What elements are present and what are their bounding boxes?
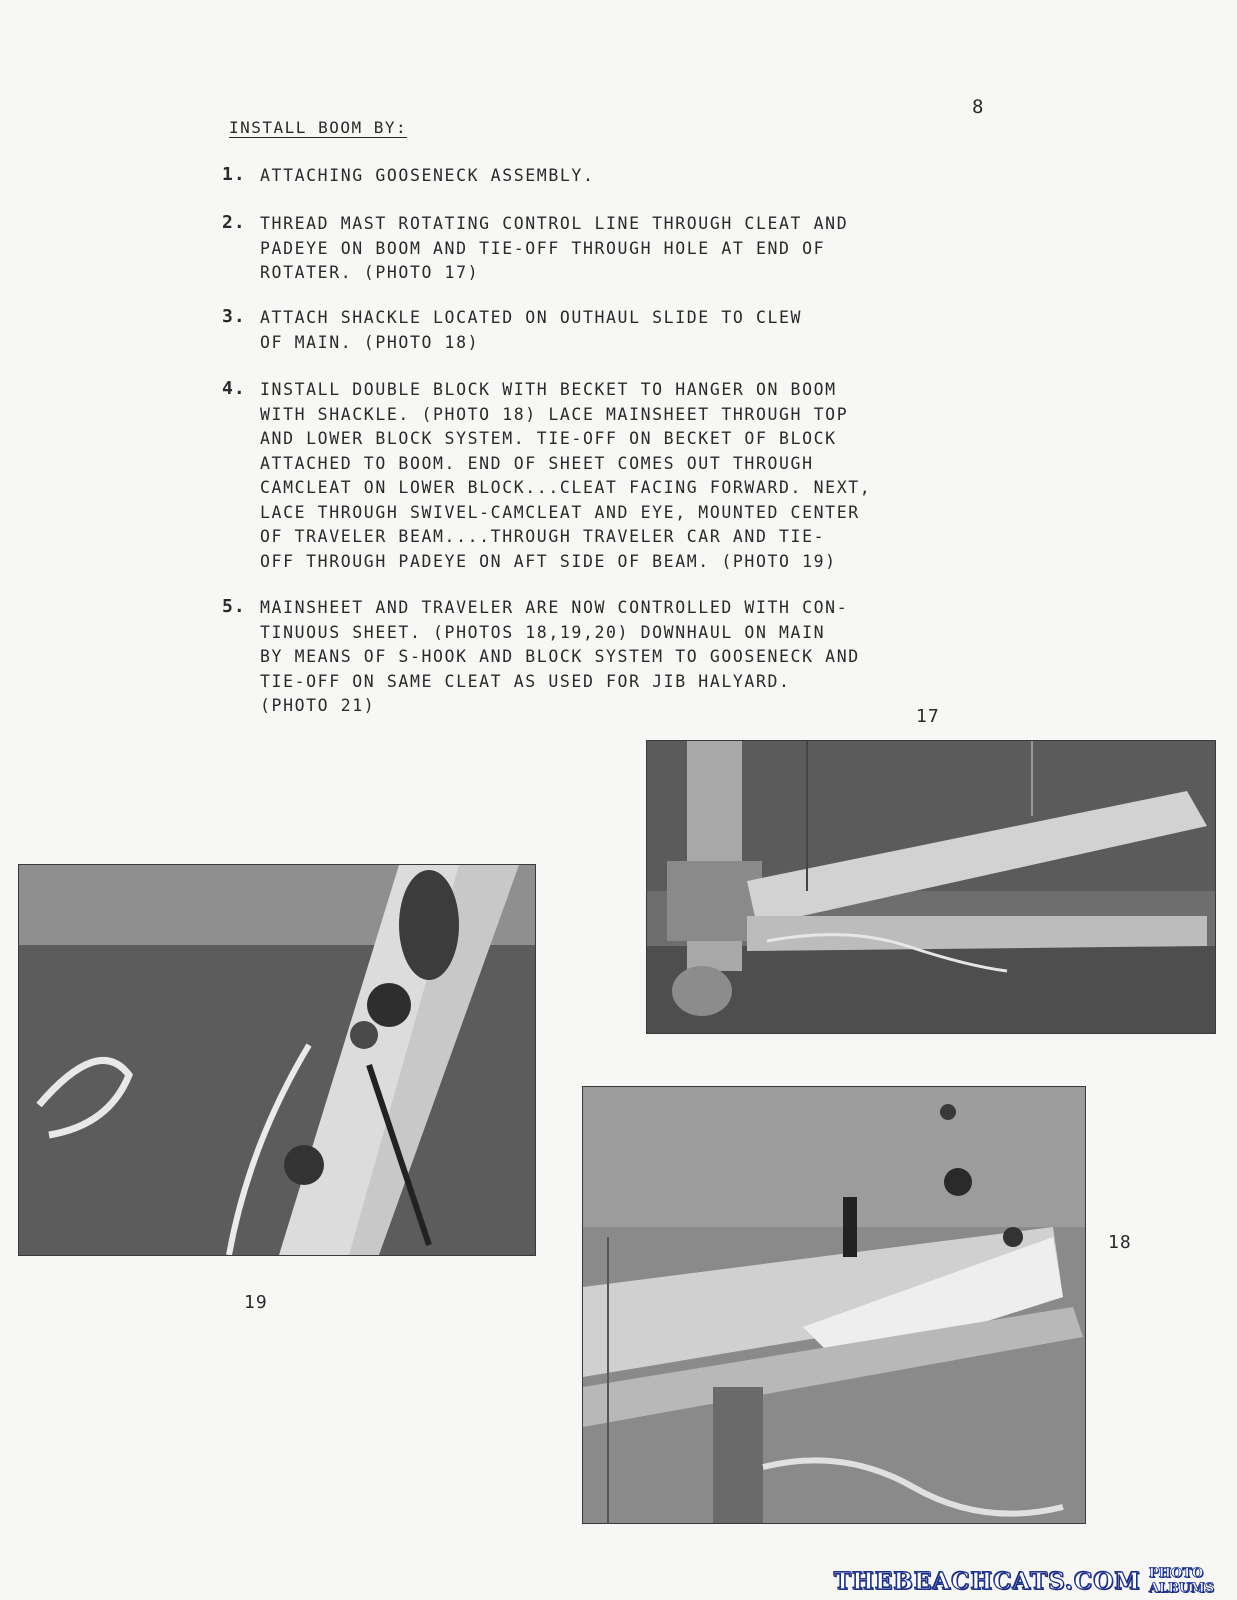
step-5 [222, 596, 912, 719]
step-number: 2. [222, 212, 246, 233]
site-watermark [834, 1566, 1237, 1596]
step-number: 1. [222, 164, 246, 185]
watermark-subtitle: PHOTO ALBUMS [1148, 1566, 1215, 1596]
section-heading: INSTALL BOOM BY: [229, 118, 408, 137]
photo-19-traveler [18, 864, 536, 1256]
step-2 [222, 212, 912, 286]
step-1 [222, 164, 912, 189]
step-text: THREAD MAST ROTATING CONTROL LINE THROUGH CLEAT AND PADEYE ON BOOM AND TIE-OFF THROUGH HOLE AT END OF ROTATER. (PHOTO 17) [260, 214, 849, 282]
step-number: 3. [222, 306, 246, 327]
step-4 [222, 378, 912, 574]
step-3 [222, 306, 912, 355]
step-text: MAINSHEET AND TRAVELER ARE NOW CONTROLLED WITH CON- TINUOUS SHEET. (PHOTOS 18,19,20) DOWNHAUL ON MAIN BY MEANS OF S-HOOK AND BLOCK SYSTEM TO GOOSENECK AND TIE-OFF ON SAME CLEAT AS USED FOR JIB HALYARD. (PHOTO 21) [260, 598, 860, 715]
page-number: 8 [972, 96, 985, 118]
step-text: INSTALL DOUBLE BLOCK WITH BECKET TO HANGER ON BOOM WITH SHACKLE. (PHOTO 18) LACE MAINSHEET THROUGH TOP AND LOWER BLOCK SYSTEM. TIE-OFF ON BECKET OF BLOCK ATTACHED TO BOOM. END OF SHEET COMES OUT THROUGH CAMCLEAT ON LOWER BLOCK...CLEAT FACING FORWARD. NEXT, LACE THROUGH SWIVEL-CAMCLEAT AND EYE, MOUNTED CENTER OF TRAVELER BEAM....THROUGH TRAVELER CAR AND TIE- OFF THROUGH PADEYE ON AFT SIDE OF BEAM. (PHOTO 19) [260, 380, 872, 571]
photo-18-block-on-boom [582, 1086, 1086, 1524]
step-number: 4. [222, 378, 246, 399]
photo-18-caption: 18 [1108, 1232, 1132, 1253]
watermark-title: THEBEACHCATS.COM [834, 1567, 1141, 1595]
photo-19-caption: 19 [244, 1292, 268, 1313]
photo-17-boom-gooseneck [646, 740, 1216, 1034]
photo-17-caption: 17 [916, 706, 940, 727]
step-text: ATTACH SHACKLE LOCATED ON OUTHAUL SLIDE TO CLEW OF MAIN. (PHOTO 18) [260, 308, 803, 352]
step-number: 5. [222, 596, 246, 617]
step-text: ATTACHING GOOSENECK ASSEMBLY. [260, 166, 595, 185]
